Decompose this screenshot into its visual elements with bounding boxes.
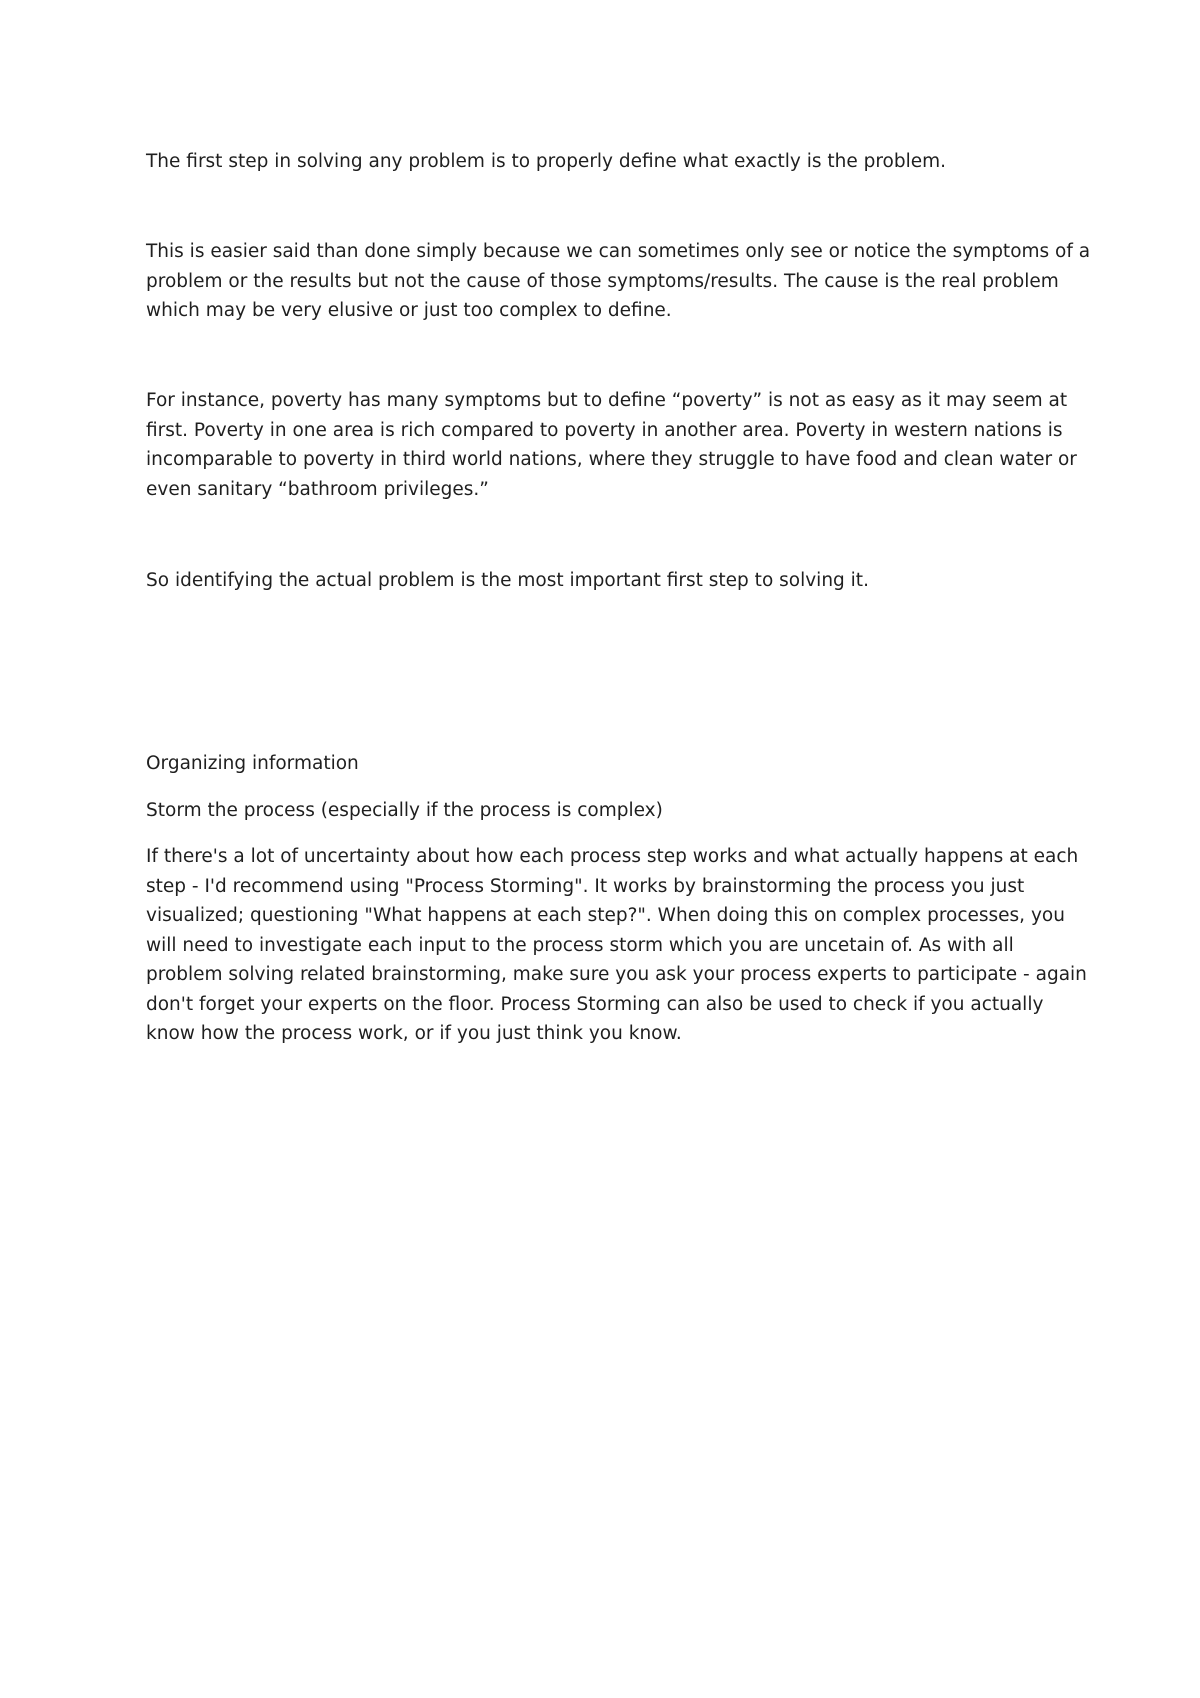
text-line: Organizing information: [146, 753, 359, 774]
text-line: This is easier said than done simply because we can sometimes only see or notice the symptoms of a: [146, 241, 1091, 262]
text-line: first. Poverty in one area is rich compared to poverty in another area. Poverty in western nations is: [146, 419, 1063, 441]
paragraph-process-storming: [146, 842, 1087, 1049]
text-line: problem or the results but not the cause of those symptoms/results. The cause is the real problem: [146, 270, 1059, 292]
text-line: Storm the process (especially if the process is complex): [146, 800, 663, 821]
text-line: problem solving related brainstorming, make sure you ask your process experts to participate - again: [146, 964, 1087, 985]
text-line: will need to investigate each input to the process storm which you are uncetain of. As with all: [146, 934, 1014, 956]
text-line: If there's a lot of uncertainty about how each process step works and what actually happens at each: [146, 846, 1079, 867]
heading-organizing-information: [146, 749, 1066, 779]
text-line: The first step in solving any problem is to properly define what exactly is the problem.: [146, 151, 947, 172]
text-line: visualized; questioning "What happens at each step?". When doing this on complex processes, you: [146, 905, 1065, 926]
paragraph-poverty-example: [146, 386, 1077, 504]
paragraph-problem-definition: [146, 147, 1066, 177]
paragraph-easier-said: [146, 237, 1091, 326]
text-line: For instance, poverty has many symptoms but to define “poverty” is not as easy as it may seem at: [146, 390, 1068, 411]
text-line: step - I'd recommend using "Process Storming". It works by brainstorming the process you just: [146, 875, 1025, 897]
text-line: don't forget your experts on the floor. Process Storming can also be used to check if you actually: [146, 993, 1044, 1015]
text-line: even sanitary “bathroom privileges.”: [146, 478, 489, 500]
text-line: know how the process work, or if you just think you know.: [146, 1023, 682, 1044]
text-line: incomparable to poverty in third world nations, where they struggle to have food and clean water or: [146, 449, 1077, 470]
text-line: which may be very elusive or just too complex to define.: [146, 300, 672, 321]
paragraph-identify-problem: [146, 566, 1066, 596]
text-line: So identifying the actual problem is the most important first step to solving it.: [146, 570, 869, 591]
heading-storm-the-process: [146, 796, 1066, 826]
